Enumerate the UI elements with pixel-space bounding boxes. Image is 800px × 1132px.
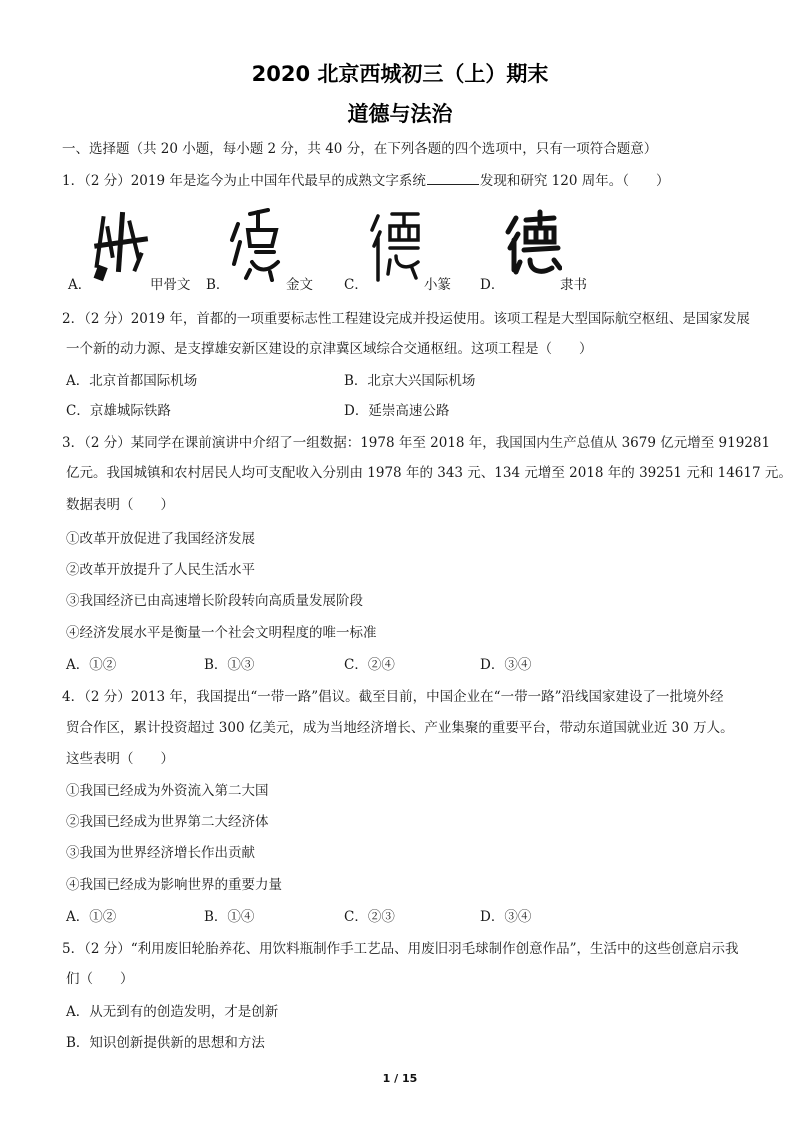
question-5-line-1: 5．（2 分）“利用废旧轮胎养花、用饮料瓶制作手工艺品、用废旧羽毛球制作创意作品”，生活中的这些创意启示我: [62, 941, 739, 957]
question-3-option-d: D．③④: [480, 657, 532, 673]
question-4-option-c: C．②③: [344, 909, 395, 925]
question-1-stem-part-a: 1．（2 分）2019 年是迄今为止中国年代最早的成熟文字系统: [62, 173, 426, 189]
question-4-item-2: ②我国已经成为世界第二大经济体: [66, 814, 269, 830]
bronze-script-glyph-image: [228, 206, 288, 286]
clerical-script-glyph-image: [502, 206, 562, 286]
question-4-line-2: 贸合作区，累计投资超过 300 亿美元，成为当地经济增长、产业集聚的重要平台，带动东道国就业近 30 万人。: [66, 720, 734, 736]
question-2-option-d: D．延崇高速公路: [344, 403, 450, 419]
question-4-line-1: 4．（2 分）2013 年，我国提出“一带一路”倡议。截至目前，中国企业在“一带一路”沿线国家建设了一批境外经: [62, 689, 724, 705]
question-5-line-2: 们（ ）: [66, 971, 134, 987]
question-3-line-3: 数据表明（ ）: [66, 497, 174, 513]
question-1-option-d-label: D．: [480, 277, 505, 293]
question-3-line-2: 亿元。我国城镇和农村居民人均可支配收入分别由 1978 年的 343 元、134 元增至 2018 年的 39251 元和 14617 元。: [66, 465, 792, 481]
page-number: 1 / 15: [382, 1072, 418, 1085]
section-heading: 一、选择题（共 20 小题，每小题 2 分，共 40 分，在下列各题的四个选项中，只有一项符合题意）: [62, 141, 658, 157]
question-1-stem-part-b: 发现和研究 120 周年。（ ）: [479, 173, 670, 189]
question-3-item-4: ④经济发展水平是衡量一个社会文明程度的唯一标准: [66, 625, 377, 641]
question-4-item-4: ④我国已经成为影响世界的重要力量: [66, 877, 282, 893]
question-4-option-b: B．①④: [204, 909, 255, 925]
question-3-line-1: 3．（2 分）某同学在课前演讲中介绍了一组数据：1978 年至 2018 年，我国国内生产总值从 3679 亿元增至 919281: [62, 435, 771, 451]
answer-blank: [427, 172, 479, 185]
question-2-option-b: B．北京大兴国际机场: [344, 373, 476, 389]
question-2-line-1: 2．（2 分）2019 年，首都的一项重要标志性工程建设完成并投运使用。该项工程是大型国际航空枢纽、是国家发展: [62, 311, 750, 327]
question-4-line-3: 这些表明（ ）: [66, 751, 174, 767]
question-1-option-b-caption: 金文: [286, 277, 313, 293]
question-4-option-a: A．①②: [66, 909, 117, 925]
question-2-option-c: C．京雄城际铁路: [66, 403, 171, 419]
question-4-item-1: ①我国已经成为外资流入第二大国: [66, 783, 269, 799]
question-5-option-b: B．知识创新提供新的思想和方法: [66, 1035, 265, 1051]
question-3-option-b: B．①③: [204, 657, 255, 673]
oracle-bone-glyph-image: [92, 206, 152, 286]
question-1-option-d-caption: 隶书: [560, 277, 587, 293]
page-title: 2020 北京西城初三（上）期末: [251, 62, 549, 86]
question-1-option-c-label: C．: [344, 277, 368, 293]
question-3-item-2: ②改革开放提升了人民生活水平: [66, 562, 255, 578]
question-4-item-3: ③我国为世界经济增长作出贡献: [66, 845, 255, 861]
question-1-option-a-label: A．: [68, 277, 92, 293]
question-3-option-a: A．①②: [66, 657, 117, 673]
question-1-option-c-caption: 小篆: [424, 277, 451, 293]
question-3-option-c: C．②④: [344, 657, 395, 673]
subject-title: 道德与法治: [347, 102, 453, 126]
question-1-option-a-caption: 甲骨文: [150, 277, 191, 293]
question-5-option-a: A．从无到有的创造发明，才是创新: [66, 1004, 279, 1020]
small-seal-glyph-image: [366, 206, 426, 286]
question-2-option-a: A．北京首都国际机场: [66, 373, 198, 389]
question-3-item-1: ①改革开放促进了我国经济发展: [66, 531, 255, 547]
question-1-stem: [62, 172, 669, 190]
question-3-item-3: ③我国经济已由高速增长阶段转向高质量发展阶段: [66, 593, 363, 609]
question-2-line-2: 一个新的动力源、是支撑雄安新区建设的京津冀区域综合交通枢纽。这项工程是（ ）: [66, 341, 593, 357]
question-1-option-b-label: B．: [206, 277, 230, 293]
question-4-option-d: D．③④: [480, 909, 532, 925]
